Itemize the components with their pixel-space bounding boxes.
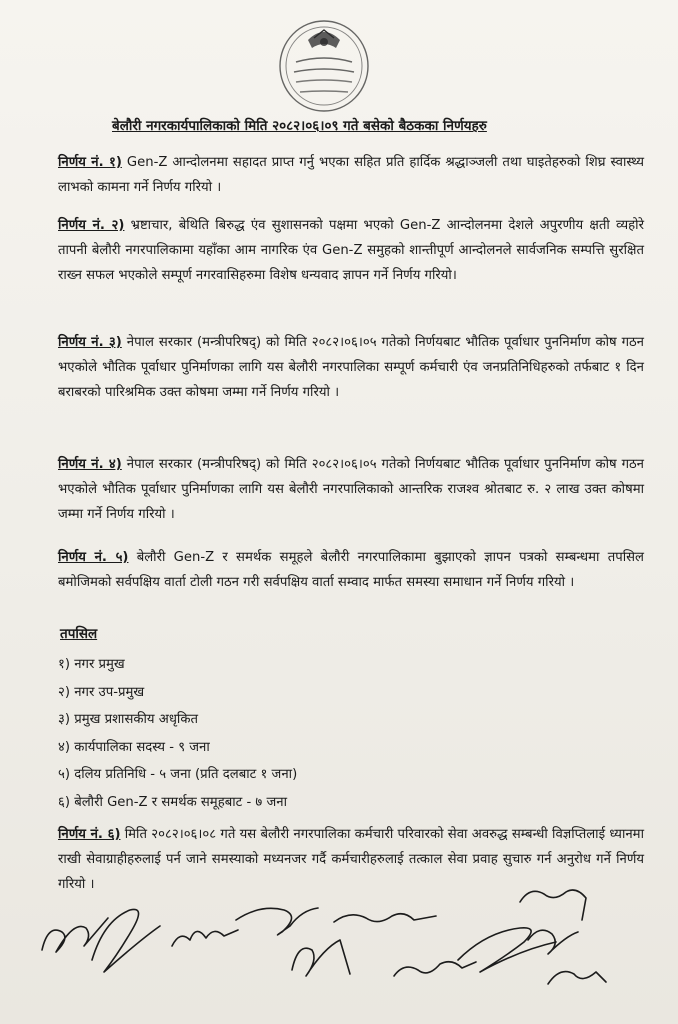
signature (172, 930, 238, 946)
signature (548, 972, 606, 984)
meeting-decisions-heading: बेलौरी नगरकार्यपालिकाको मिति २०८२।०६।०९ गते बसेको बैठकका निर्णयहरु (112, 118, 487, 134)
list-item: ५) दलिय प्रतिनिधि - ५ जना (प्रति दलबाट १ जना) (58, 767, 298, 782)
signature (458, 928, 556, 972)
signature (394, 962, 476, 976)
committee-member-list (58, 654, 297, 819)
signature (520, 890, 586, 920)
decision-text: भ्रष्टाचार, बेथिति बिरुद्ध एंव सुशासनको पक्षमा भएको Gen-Z आन्दोलनमा देशले अपुरणीय क्षती व्यहोरे तापनी बेलौरी नगरपालिकामा यहाँका आम नागरिक एंव Gen-Z समुहको शान्तीपूर्ण आन्दोलनले सार्वजनिक सम्पत्ति सुरक्षित राख्न सफल भएकोले सम्पूर्ण नगरवासिहरुमा विशेष धन्यवाद ज्ञापन गर्ने निर्णय गरियो। (58, 218, 644, 283)
list-item: ३) प्रमुख प्रशासकीय अधृकित (58, 712, 198, 727)
decision-5 (58, 545, 644, 595)
signature (292, 940, 350, 976)
decision-label: निर्णय नं. ३) (58, 335, 122, 350)
decision-text: Gen-Z आन्दोलनमा सहादत प्राप्त गर्नु भएका सहित प्रति हार्दिक श्रद्धाञ्जली तथा घाइतेहरुको शिघ्र स्वास्थ्य लाभको कामना गर्ने निर्णय गरियो । (58, 155, 644, 195)
decision-4 (58, 452, 644, 527)
decision-text: बेलौरी Gen-Z र समर्थक समूहले बेलौरी नगरपालिकामा बुझाएको ज्ञापन पत्रको सम्बन्धमा तपसिल बमोजिमको सर्वपक्षिय वार्ता टोली गठन गरी सर्वपक्षिय वार्ता सम्वाद मार्फत समस्या समाधान गर्ने निर्णय गरियो । (58, 550, 644, 590)
decision-label: निर्णय नं. २) (58, 218, 125, 233)
tapsil-title: तपसिल (60, 626, 98, 642)
municipality-seal (278, 18, 370, 114)
signature (42, 918, 108, 952)
signature (334, 914, 436, 922)
signatures-area (0, 880, 678, 1024)
decision-label: निर्णय नं. ४) (58, 457, 122, 472)
decision-text: नेपाल सरकार (मन्त्रीपरिषद्) को मिति २०८२।०६।०५ गतेको निर्णयबाट भौतिक पूर्वाधार पुननिर्माण कोष गठन भएकोले भौतिक पूर्वाधार पुनिर्माणका लागि यस बेलौरी नगरपालिकाको आन्तरिक राजश्व श्रोतबाट रु. २ लाख उक्त कोषमा जम्मा गर्ने निर्णय गरियो । (58, 457, 644, 522)
decision-3 (58, 330, 644, 405)
decision-text: मिति २०८२।०६।०८ गते यस बेलौरी नगरपालिका कर्मचारी परिवारको सेवा अवरुद्ध सम्बन्धी विज्ञप्तिलाई ध्यानमा राखी सेवाग्राहीहरुलाई पर्न जाने समस्याको मध्यनजर गर्दै कर्मचारीहरुलाई तत्काल सेवा प्रवाह सुचारु गर्न अनुरोध गर्ने निर्णय गरियो । (58, 827, 644, 892)
decision-1 (58, 150, 644, 200)
decision-2 (58, 213, 644, 288)
list-item: १) नगर प्रमुख (58, 657, 125, 672)
signature (236, 908, 318, 935)
decision-label: निर्णय नं. ६) (58, 827, 121, 842)
decision-text: नेपाल सरकार (मन्त्रीपरिषद्) को मिति २०८२।०६।०५ गतेको निर्णयबाट भौतिक पूर्वाधार पुननिर्माण कोष गठन भएकोले भौतिक पूर्वाधार पुनिर्माणका लागि यस बेलौरी नगरपालिका सम्पूर्ण कर्मचारी एंव जनप्रतिनिधिहरुको तर्फबाट १ दिन बराबरको पारिश्रमिक उक्त कोषमा जम्मा गर्ने निर्णय गरियो । (58, 335, 644, 400)
list-item: २) नगर उप-प्रमुख (58, 684, 145, 700)
decision-label: निर्णय नं. ५) (58, 550, 129, 565)
signature (92, 909, 160, 972)
decision-label: निर्णय नं. १) (58, 155, 122, 170)
list-item: ६) बेलौरी Gen-Z र समर्थक समूहबाट - ७ जना (58, 794, 287, 810)
list-item: ४) कार्यपालिका सदस्य - ९ जना (58, 739, 210, 755)
